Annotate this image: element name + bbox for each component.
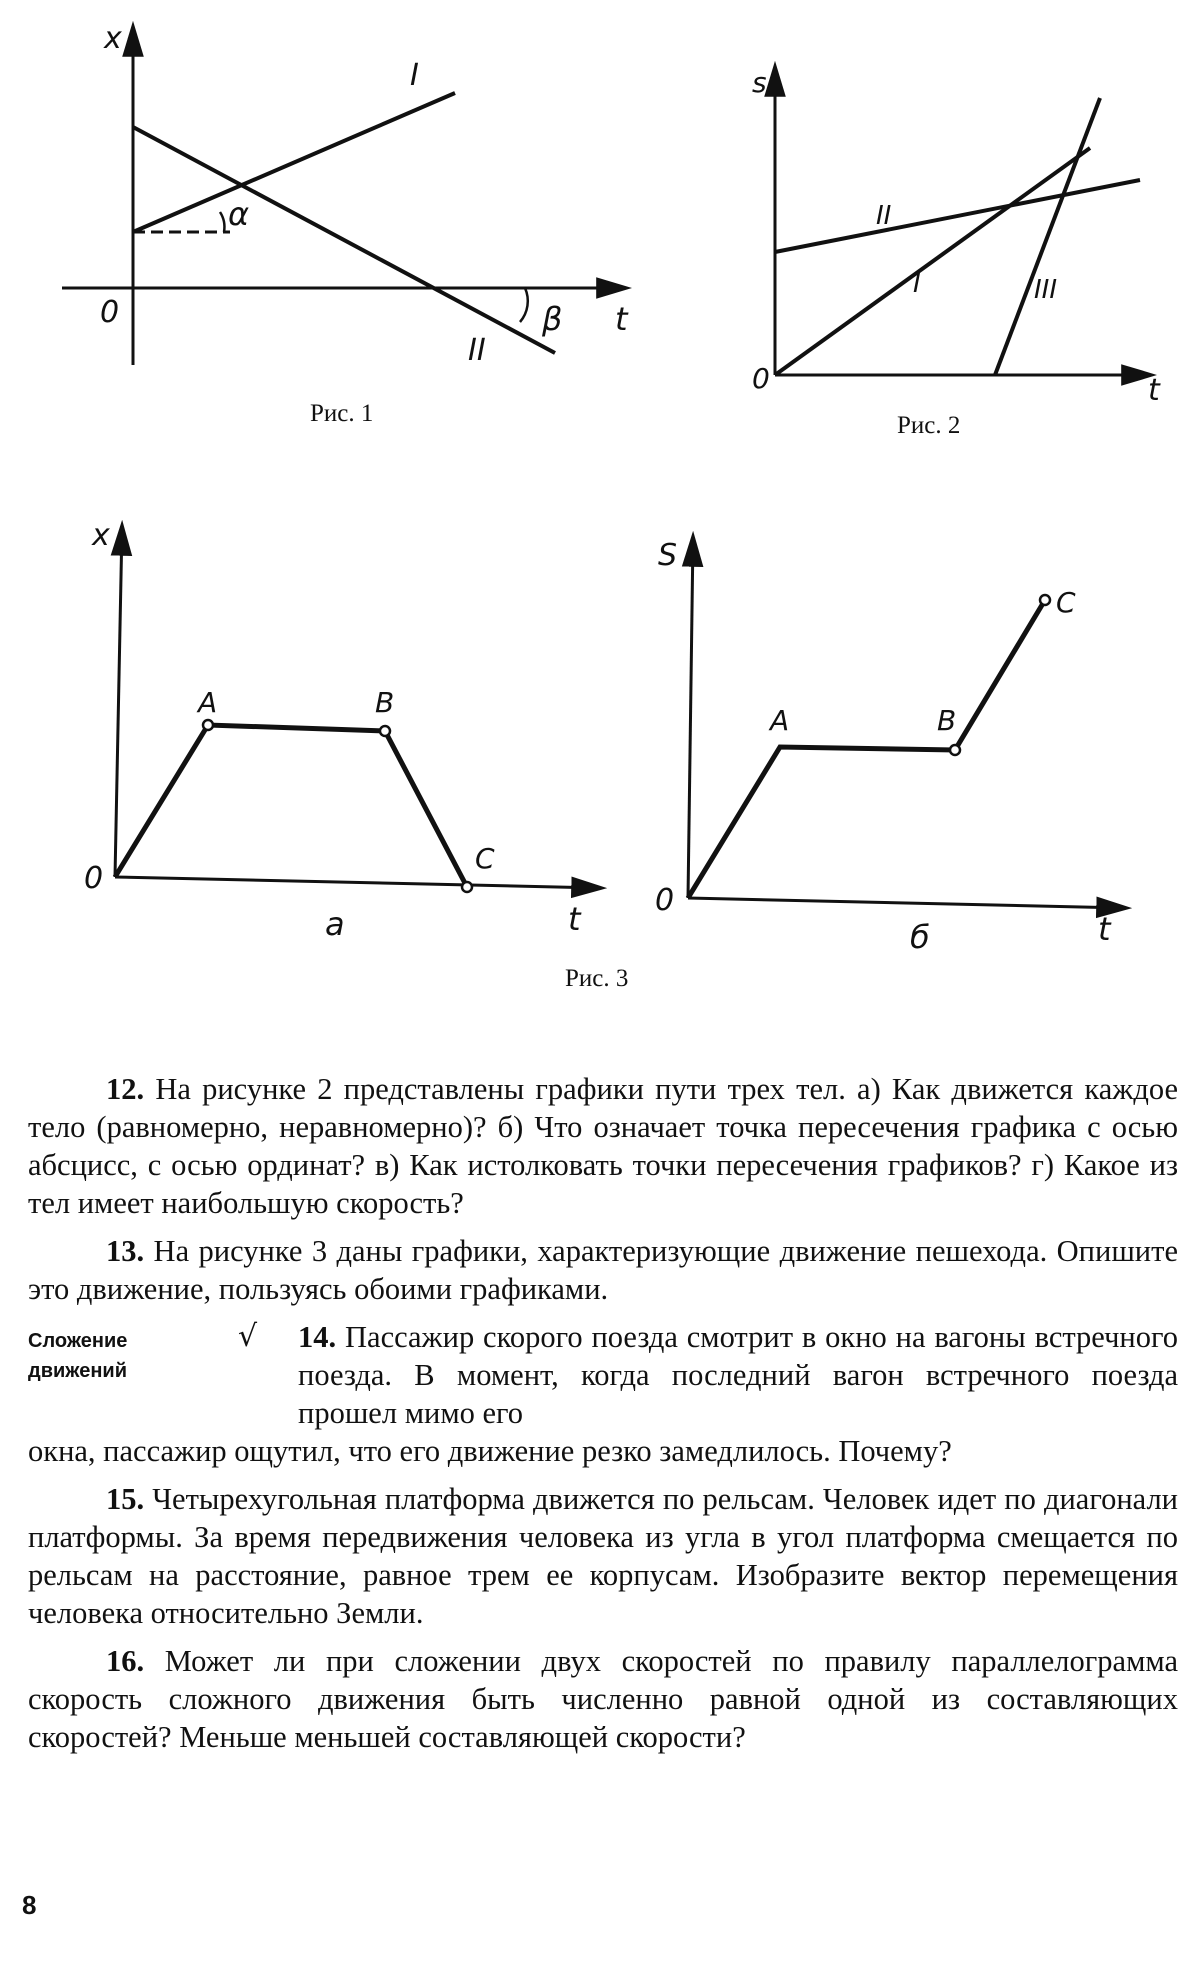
fig3a-y-axis-label: x (92, 518, 110, 553)
problem-12-number: 12. (106, 1072, 145, 1106)
problem-12 (28, 1070, 1178, 1222)
problem-14-hanging-text (298, 1318, 1178, 1432)
problem-13-number: 13. (106, 1234, 145, 1268)
fig3-caption: Рис. 3 (565, 965, 629, 992)
fig1-line-II-label: II (468, 333, 486, 368)
fig1-x-axis-label: t (615, 300, 628, 338)
fig3a-x-axis (115, 877, 600, 888)
fig3b-sublabel: б (910, 918, 930, 956)
fig1-angle-alpha-label: α (228, 195, 250, 233)
margin-note (28, 1326, 248, 1386)
fig1-y-axis-label: x (104, 21, 122, 56)
fig1-caption: Рис. 1 (310, 400, 374, 427)
fig3b-graph (688, 600, 1045, 898)
fig3b-point-B (950, 745, 960, 755)
problem-14-number: 14. (298, 1320, 337, 1354)
fig2-x-axis-label: t (1148, 373, 1160, 408)
fig2-caption: Рис. 2 (897, 412, 961, 439)
fig3b-y-axis (688, 538, 693, 898)
fig3a-graph (115, 725, 467, 887)
fig3b-point-C-label: C (1056, 586, 1076, 619)
margin-note-line-2: движений (28, 1360, 127, 1382)
fig3a-sublabel: а (325, 905, 345, 943)
fig3a-point-B-label: B (375, 686, 395, 719)
fig2-line-III-label: III (1034, 275, 1058, 305)
fig2-y-axis-label: s (752, 66, 767, 99)
fig2-line-II-label: II (876, 201, 892, 231)
fig3a-origin-label: 0 (84, 861, 104, 896)
fig3b-point-C (1040, 595, 1050, 605)
page-number: 8 (22, 1890, 37, 1920)
fig1-line-II (133, 127, 555, 353)
fig3a-point-C (462, 882, 472, 892)
fig3b-point-B-label: B (937, 704, 957, 737)
fig3b-y-axis-label: S (658, 538, 678, 573)
problem-13 (28, 1232, 1178, 1308)
fig2-line-I (775, 148, 1090, 375)
fig3a-y-axis (115, 527, 122, 877)
margin-note-line-1: Сложение (28, 1330, 128, 1352)
problem-13-text: На рисунке 3 даны графики, характеризующие движение пешехода. Опишите это движение, пользуясь обоими графиками. (28, 1234, 1178, 1306)
fig1-line-I-label: I (410, 58, 419, 93)
problem-15-text: Четырехугольная платформа движется по рельсам. Человек идет по диагонали платформы. За время передвижения человека из угла в угол платформа смещается по рельсам на расстояние, равное трем ее корпусам. Изобразите вектор перемещения человека относительно Земли. (28, 1482, 1178, 1630)
fig2-line-I-label: I (913, 269, 921, 299)
problem-15-number: 15. (106, 1482, 145, 1516)
problem-14-text: Пассажир скорого поезда смотрит в окно на вагоны встречного поезда. В момент, когда последний вагон встречного поезда прошел мимо его (298, 1320, 1179, 1430)
check-mark: √ (238, 1319, 258, 1354)
fig3b-x-axis-label: t (1098, 910, 1111, 948)
fig2-line-III (995, 98, 1100, 375)
problem-16 (28, 1642, 1178, 1756)
figure-1 (62, 21, 629, 368)
problems-text (28, 1070, 1178, 1766)
fig1-angle-alpha-arc (220, 212, 224, 232)
fig1-angle-beta-arc (520, 288, 528, 322)
fig3b-point-A-label: A (770, 704, 790, 737)
fig3a-point-A (203, 720, 213, 730)
problem-15 (28, 1480, 1178, 1632)
fig3b-origin-label: 0 (655, 883, 675, 918)
problem-14-rest-text: окна, пассажир ощутил, что его движение резко замедлилось. Почему? (28, 1434, 952, 1468)
fig1-origin-label: 0 (100, 295, 120, 330)
problem-16-text: Может ли при сложении двух скоростей по правилу параллелограмма скорость сложного движения быть численно равной одной из составляющих скоростей? Меньше меньшей составляющей скорости? (28, 1644, 1178, 1754)
fig3b-x-axis (688, 898, 1125, 908)
problem-12-text: На рисунке 2 представлены графики пути трех тел. а) Как движется каждое тело (равномерно, неравномерно)? б) Что означает точка пересечения графика с осью абсцисс, с осью ординат? в) Как истолковать точки пересечения графиков? г) Какое из тел имеет наибольшую скорость? (28, 1072, 1178, 1220)
problem-16-number: 16. (106, 1644, 145, 1678)
fig3a-point-A-label: A (198, 686, 218, 719)
fig3a-point-B (380, 726, 390, 736)
figure-2 (752, 66, 1161, 408)
fig1-angle-beta-label: β (542, 300, 563, 338)
figure-3a (84, 518, 600, 943)
fig2-origin-label: 0 (752, 362, 770, 395)
fig3a-x-axis-label: t (568, 900, 581, 938)
figure-3b (655, 538, 1125, 956)
fig3a-point-C-label: C (475, 842, 495, 875)
problem-14 (28, 1318, 1178, 1470)
